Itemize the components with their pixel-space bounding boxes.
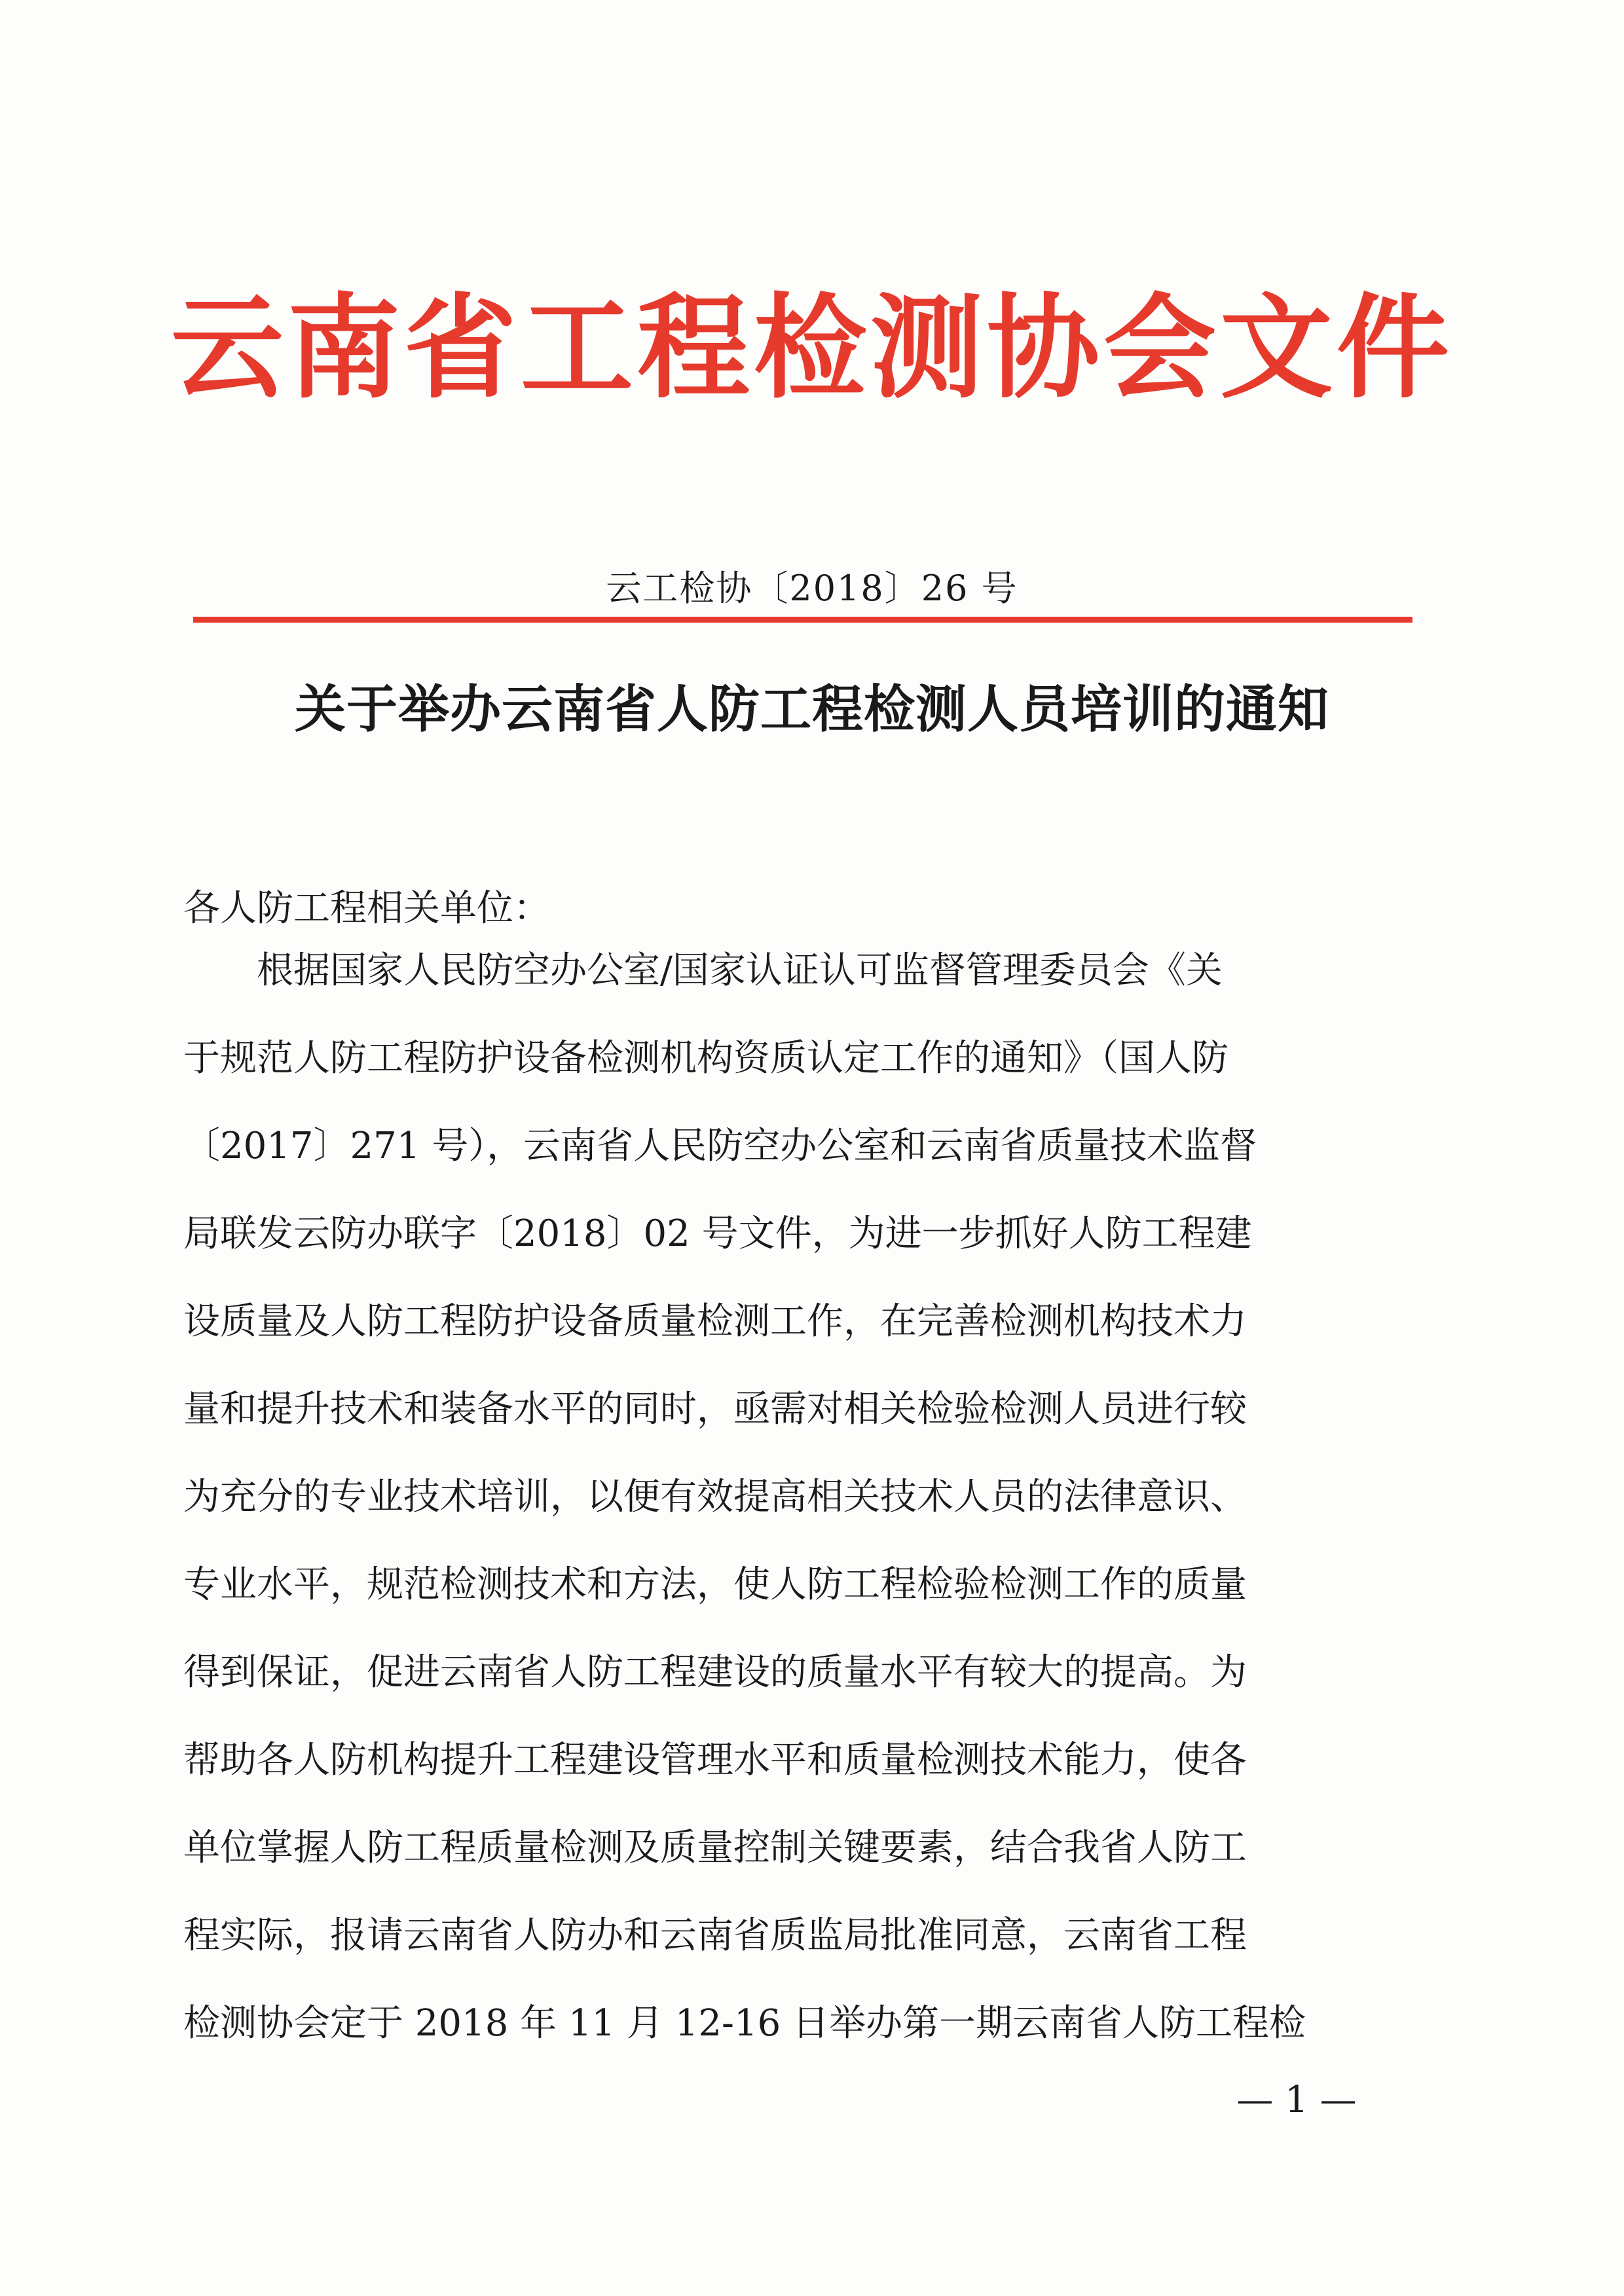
body-line: 专业水平，规范检测技术和方法，使人防工程检验检测工作的质量 (183, 1563, 1247, 1606)
body-line: 得到保证，促进云南省人防工程建设的质量水平有较大的提高。为 (183, 1651, 1247, 1694)
body-line: 于规范人防工程防护设备检测机构资质认定工作的通知》（国人防 (183, 1037, 1228, 1080)
body-line: 单位掌握人防工程质量检测及质量控制关键要素，结合我省人防工 (183, 1827, 1247, 1869)
header-title: 云南省工程检测协会文件 (171, 281, 1453, 414)
salutation: 各人防工程相关单位： (183, 887, 550, 930)
body-line: 程实际，报请云南省人防办和云南省质监局批准同意，云南省工程 (183, 1914, 1247, 1957)
red-divider-rule (193, 617, 1412, 623)
body-line: 〔2017〕271 号），云南省人民防空办公室和云南省质量技术监督 (183, 1125, 1257, 1167)
body-line: 设质量及人防工程防护设备质量检测工作，在完善检测机构技术力 (183, 1300, 1247, 1343)
body-line: 局联发云防办联字〔2018〕02 号文件，为进一步抓好人防工程建 (183, 1212, 1252, 1255)
document-number: 云工检协〔2018〕26 号 (606, 568, 1018, 609)
body-line: 帮助各人防机构提升工程建设管理水平和质量检测技术能力，使各 (183, 1739, 1247, 1781)
notice-title: 关于举办云南省人防工程检测人员培训的通知 (294, 680, 1329, 739)
page-number: — 1 — (1236, 2079, 1357, 2121)
body-line: 量和提升技术和装备水平的同时，亟需对相关检验检测人员进行较 (183, 1388, 1247, 1430)
body-paragraph (183, 949, 1414, 2093)
body-line: 为充分的专业技术培训，以便有效提高相关技术人员的法律意识、 (183, 1476, 1247, 1518)
body-line: 根据国家人民防空办公室/国家认证认可监督管理委员会《关 (183, 949, 1223, 992)
body-line: 检测协会定于 2018 年 11 月 12-16 日举办第一期云南省人防工程检 (183, 2002, 1306, 2045)
